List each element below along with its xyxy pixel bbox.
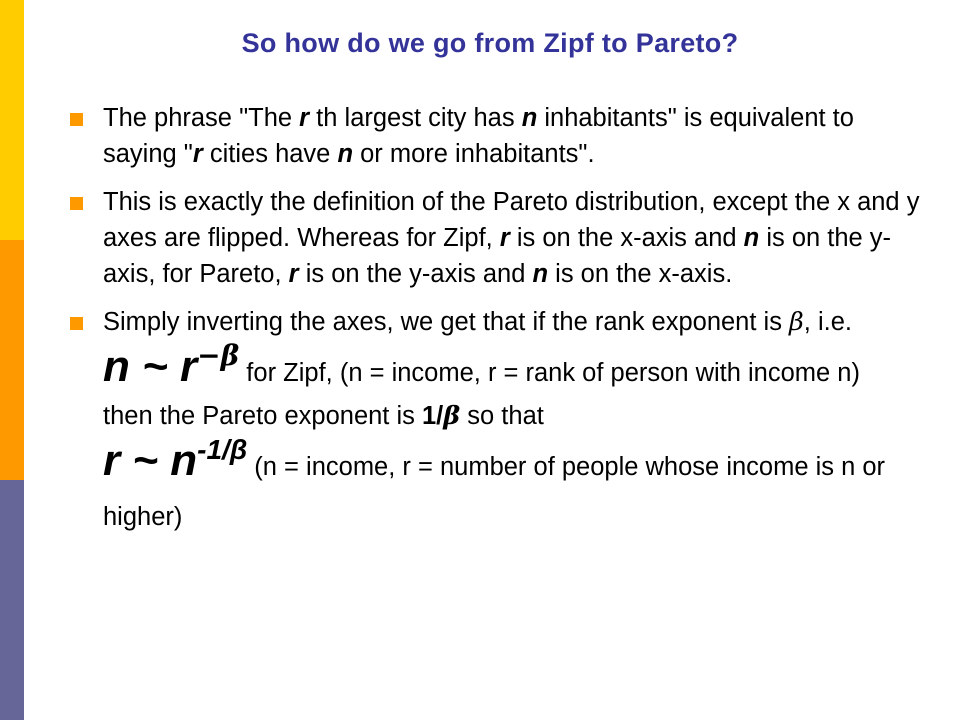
sidebar-band-yellow bbox=[0, 0, 24, 240]
square-bullet-icon bbox=[70, 113, 83, 126]
pareto-equation: r ~ n-1/β (n = income, r = number of people whose income is n or higher) bbox=[103, 434, 886, 531]
slide-title: So how do we go from Zipf to Pareto? bbox=[241, 28, 739, 58]
bullet-item-1 bbox=[70, 100, 920, 172]
zipf-equation: n ~ r−β for Zipf, (n = income, r = rank of person with income n) bbox=[103, 339, 860, 391]
square-bullet-icon bbox=[70, 317, 83, 330]
bullet3-intro: Simply inverting the axes, we get that if the rank exponent is β, i.e. bbox=[103, 307, 852, 337]
bullet2-text: This is exactly the definition of the Pareto distribution, except the x and y axes are flipped. Whereas for Zipf, r is on the x-axis and n is on the y-axis, for Pareto, r is on the y-axis and n is on the x-axis. bbox=[103, 188, 920, 288]
slide-content bbox=[70, 100, 920, 554]
bullet1-text: The phrase "The r th largest city has n inhabitants" is equivalent to saying "r cities have n or more inhabitants". bbox=[103, 104, 854, 168]
bullet-item-3 bbox=[70, 304, 920, 542]
sidebar-band-orange bbox=[0, 240, 24, 480]
sidebar-decoration bbox=[0, 0, 24, 720]
sidebar-band-blue bbox=[0, 480, 24, 720]
square-bullet-icon bbox=[70, 197, 83, 210]
pareto-exponent-line: then the Pareto exponent is 1/β so that bbox=[103, 401, 544, 431]
bullet-item-2 bbox=[70, 184, 920, 292]
